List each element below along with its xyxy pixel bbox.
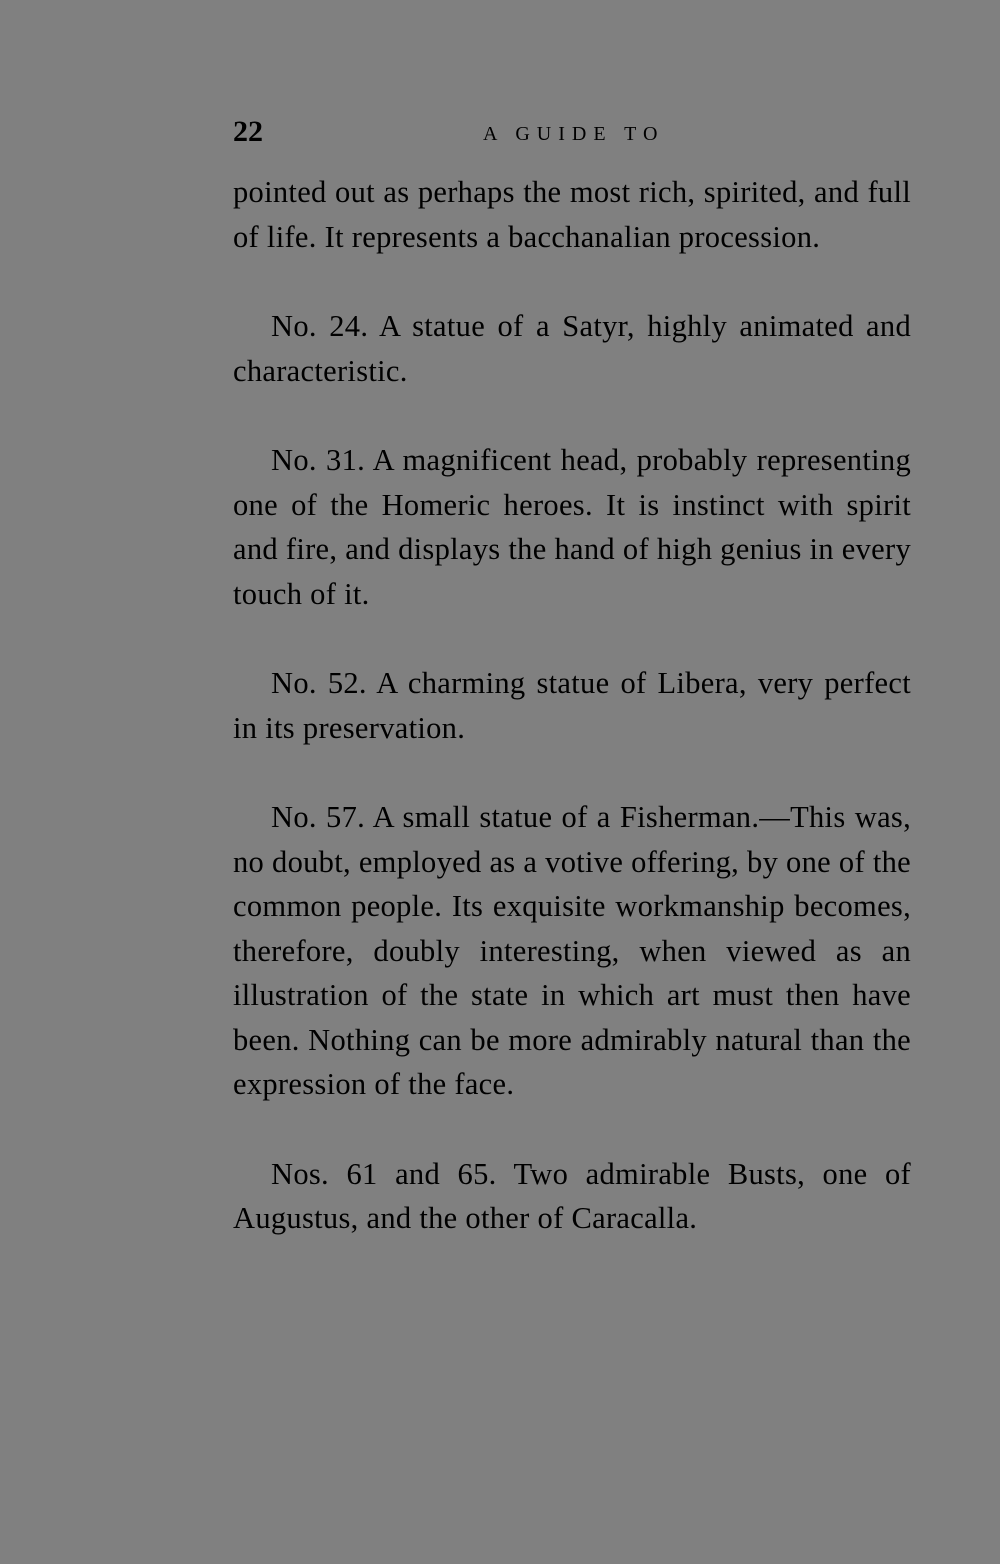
paragraph-continued: pointed out as perhaps the most rich, spirited, and full of life. It represents a bacchanalian procession. — [233, 175, 911, 254]
paragraph-entry-24: No. 24. A statue of a Satyr, highly animated and characteristic. — [233, 309, 911, 388]
paragraph-entry-61-65: Nos. 61 and 65. Two admirable Busts, one of Augustus, and the other of Caracalla. — [233, 1156, 911, 1235]
paragraph-entry-31: No. 31. A magnificent head, probably representing one of the Homeric heroes. It is instinct with spirit and fire, and displays the hand of high genius in every touch of it. — [233, 443, 912, 611]
page-number: 22 — [233, 115, 263, 148]
paragraph-entry-52: No. 52. A charming statue of Libera, very perfect in its preservation. — [233, 666, 911, 745]
running-title: A GUIDE TO — [483, 123, 665, 145]
paragraph-entry-57: No. 57. A small statue of a Fisherman.—This was, no doubt, employed as a votive offering, by one of the common people. Its exquisite workmanship becomes, therefore, doubly interesting, when viewed as an illustration of the state in which art must then have been. Nothing can be more admirably natural than the expression of the face. — [233, 800, 912, 1101]
body-text — [233, 170, 911, 1241]
running-head — [233, 112, 913, 152]
